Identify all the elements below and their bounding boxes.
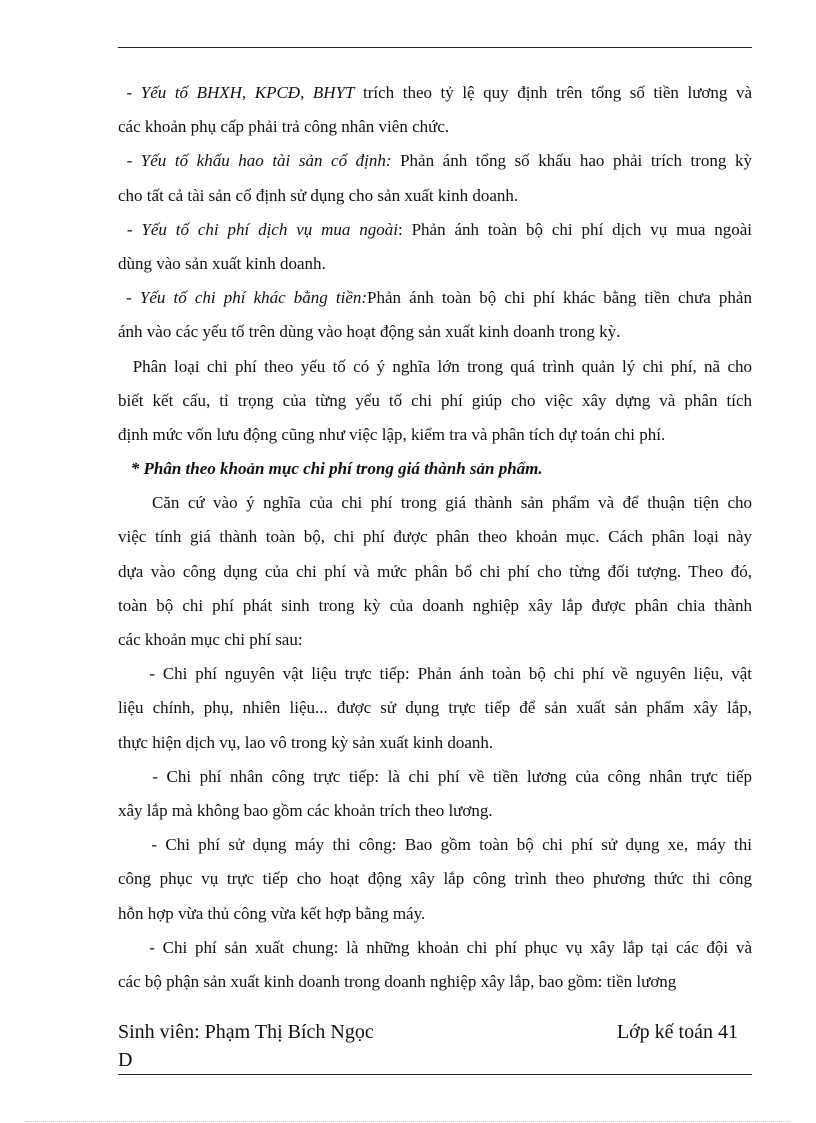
document-body bbox=[118, 76, 752, 999]
body-line: Phân loại chi phí theo yếu tố có ý nghĩa lớn trong quá trình quản lý chi phí, nã cho bbox=[118, 356, 752, 376]
body-line: công phục vụ trực tiếp cho hoạt động xây lắp công trình theo phương thức thi công bbox=[118, 869, 752, 889]
body-line: toàn bộ chi phí phát sinh trong kỳ của doanh nghiệp xây lắp được phân chia thành bbox=[118, 595, 752, 615]
body-line: hỗn hợp vừa thủ công vừa kết hợp bằng máy. bbox=[118, 903, 426, 923]
body-line: thực hiện dịch vụ, lao vô trong kỳ sản xuất kinh doanh. bbox=[118, 732, 494, 752]
body-line: định mức vốn lưu động cũng như việc lập, kiểm tra và phân tích dự toán chi phí. bbox=[118, 424, 666, 444]
footer-continuation: D bbox=[118, 1049, 133, 1071]
body-line: - Yếu tố chi phí dịch vụ mua ngoài: Phản ánh toàn bộ chi phí dịch vụ mua ngoài bbox=[118, 219, 752, 239]
footer-class-name: Lớp kế toán 41 bbox=[616, 1021, 738, 1043]
footer-student-name: Sinh viên: Phạm Thị Bích Ngọc bbox=[118, 1021, 374, 1043]
body-line: dùng vào sản xuất kinh doanh. bbox=[118, 253, 326, 273]
header-rule bbox=[118, 47, 752, 48]
body-line: liệu chính, phụ, nhiên liệu... được sử dụng trực tiếp để sản xuất sản phẩm xây lắp, bbox=[118, 698, 752, 718]
page-edge bbox=[26, 1121, 790, 1122]
body-line: ánh vào các yếu tố trên dùng vào hoạt động sản xuất kinh doanh trong kỳ. bbox=[118, 322, 621, 342]
body-line: các khoản phụ cấp phải trả công nhân viên chức. bbox=[118, 117, 450, 137]
body-line: - Yếu tố chi phí khác bằng tiền:Phản ánh toàn bộ chi phí khác bằng tiền chưa phản bbox=[118, 288, 752, 308]
body-line: Căn cứ vào ý nghĩa của chi phí trong giá thành sản phẩm và để thuận tiện cho bbox=[118, 493, 752, 513]
body-line: các bộ phận sản xuất kinh doanh trong doanh nghiệp xây lắp, bao gồm: tiền lương bbox=[118, 971, 677, 991]
body-line: - Yếu tố khấu hao tài sản cố định: Phản ánh tổng số khấu hao phải trích trong kỳ bbox=[118, 151, 752, 171]
section-heading: * Phân theo khoản mục chi phí trong giá thành sản phẩm. bbox=[118, 459, 543, 479]
body-line: - Yếu tố BHXH, KPCĐ, BHYT trích theo tỷ lệ quy định trên tổng số tiền lương và bbox=[118, 83, 752, 102]
body-line: dựa vào công dụng của chi phí và mức phân bổ chi phí cho từng đối tượng. Theo đó, bbox=[118, 561, 752, 581]
body-line: các khoản mục chi phí sau: bbox=[118, 630, 303, 649]
body-line: biết kết cấu, tỉ trọng của từng yếu tố chi phí giúp cho việc xây dựng và phân tích bbox=[118, 390, 752, 410]
body-line: - Chi phí nguyên vật liệu trực tiếp: Phản ánh toàn bộ chi phí về nguyên liệu, vật bbox=[118, 664, 752, 684]
body-line: việc tính giá thành toàn bộ, chi phí được phân theo khoản mục. Cách phân loại này bbox=[118, 527, 752, 547]
body-line: - Chi phí nhân công trực tiếp: là chi phí về tiền lương của công nhân trực tiếp bbox=[118, 766, 752, 786]
body-line: cho tất cả tài sản cố định sử dụng cho sản xuất kinh doanh. bbox=[118, 185, 519, 205]
footer-rule bbox=[118, 1074, 752, 1075]
body-line: xây lắp mà không bao gồm các khoản trích theo lương. bbox=[118, 800, 493, 820]
body-line: - Chi phí sử dụng máy thi công: Bao gồm toàn bộ chi phí sử dụng xe, máy thi bbox=[118, 835, 752, 855]
body-line: - Chi phí sản xuất chung: là những khoản chi phí phục vụ xây lắp tại các đội và bbox=[118, 937, 752, 957]
